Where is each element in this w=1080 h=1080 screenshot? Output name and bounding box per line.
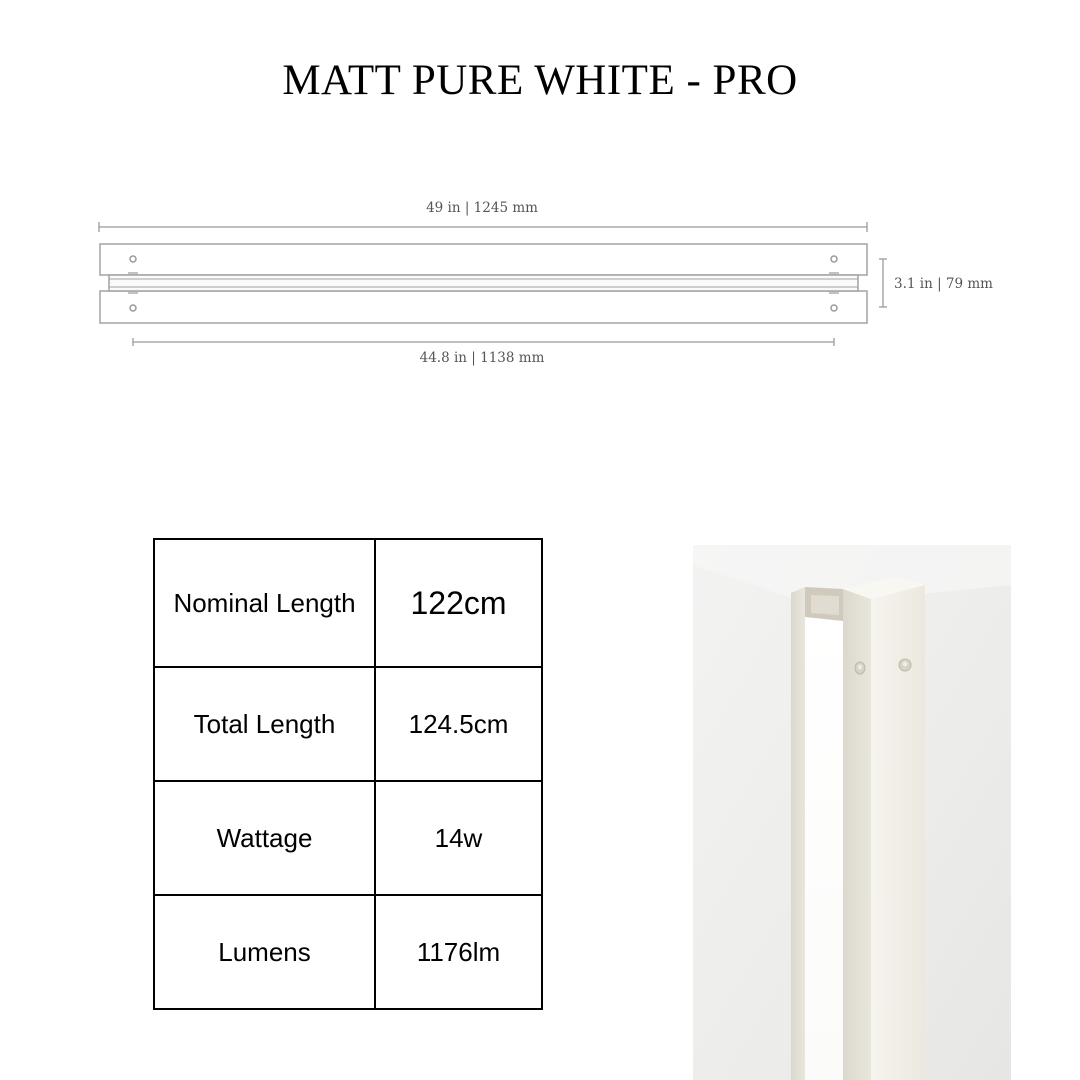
spec-value: 1176lm	[375, 895, 542, 1009]
right-rail-front	[871, 585, 925, 1080]
specs-table	[153, 538, 543, 1010]
left-rail-side	[791, 587, 805, 1080]
spec-value: 124.5cm	[375, 667, 542, 781]
table-row	[154, 895, 542, 1009]
spec-value: 122cm	[375, 539, 542, 667]
height-dimension-line	[879, 259, 887, 307]
fixture-outline	[100, 244, 867, 323]
mount-spacing-dimension-line	[133, 338, 834, 346]
spec-label: Lumens	[154, 895, 375, 1009]
height-label: 3.1 in | 79 mm	[894, 276, 993, 292]
table-row	[154, 781, 542, 895]
screw-top-right	[831, 256, 837, 262]
table-row	[154, 667, 542, 781]
screw-bottom-left	[130, 305, 136, 311]
spec-label: Nominal Length	[154, 539, 375, 667]
mount-spacing-label: 44.8 in | 1138 mm	[419, 350, 545, 366]
page-title: MATT PURE WHITE - PRO	[282, 57, 798, 104]
spec-label: Total Length	[154, 667, 375, 781]
screw-top-left	[130, 256, 136, 262]
spec-label: Wattage	[154, 781, 375, 895]
overall-length-dimension-line	[99, 222, 867, 232]
product-photo	[693, 545, 1011, 1080]
spec-value: 14w	[375, 781, 542, 895]
overall-length-label: 49 in | 1245 mm	[426, 200, 538, 216]
table-row	[154, 539, 542, 667]
screw-bottom-right	[831, 305, 837, 311]
